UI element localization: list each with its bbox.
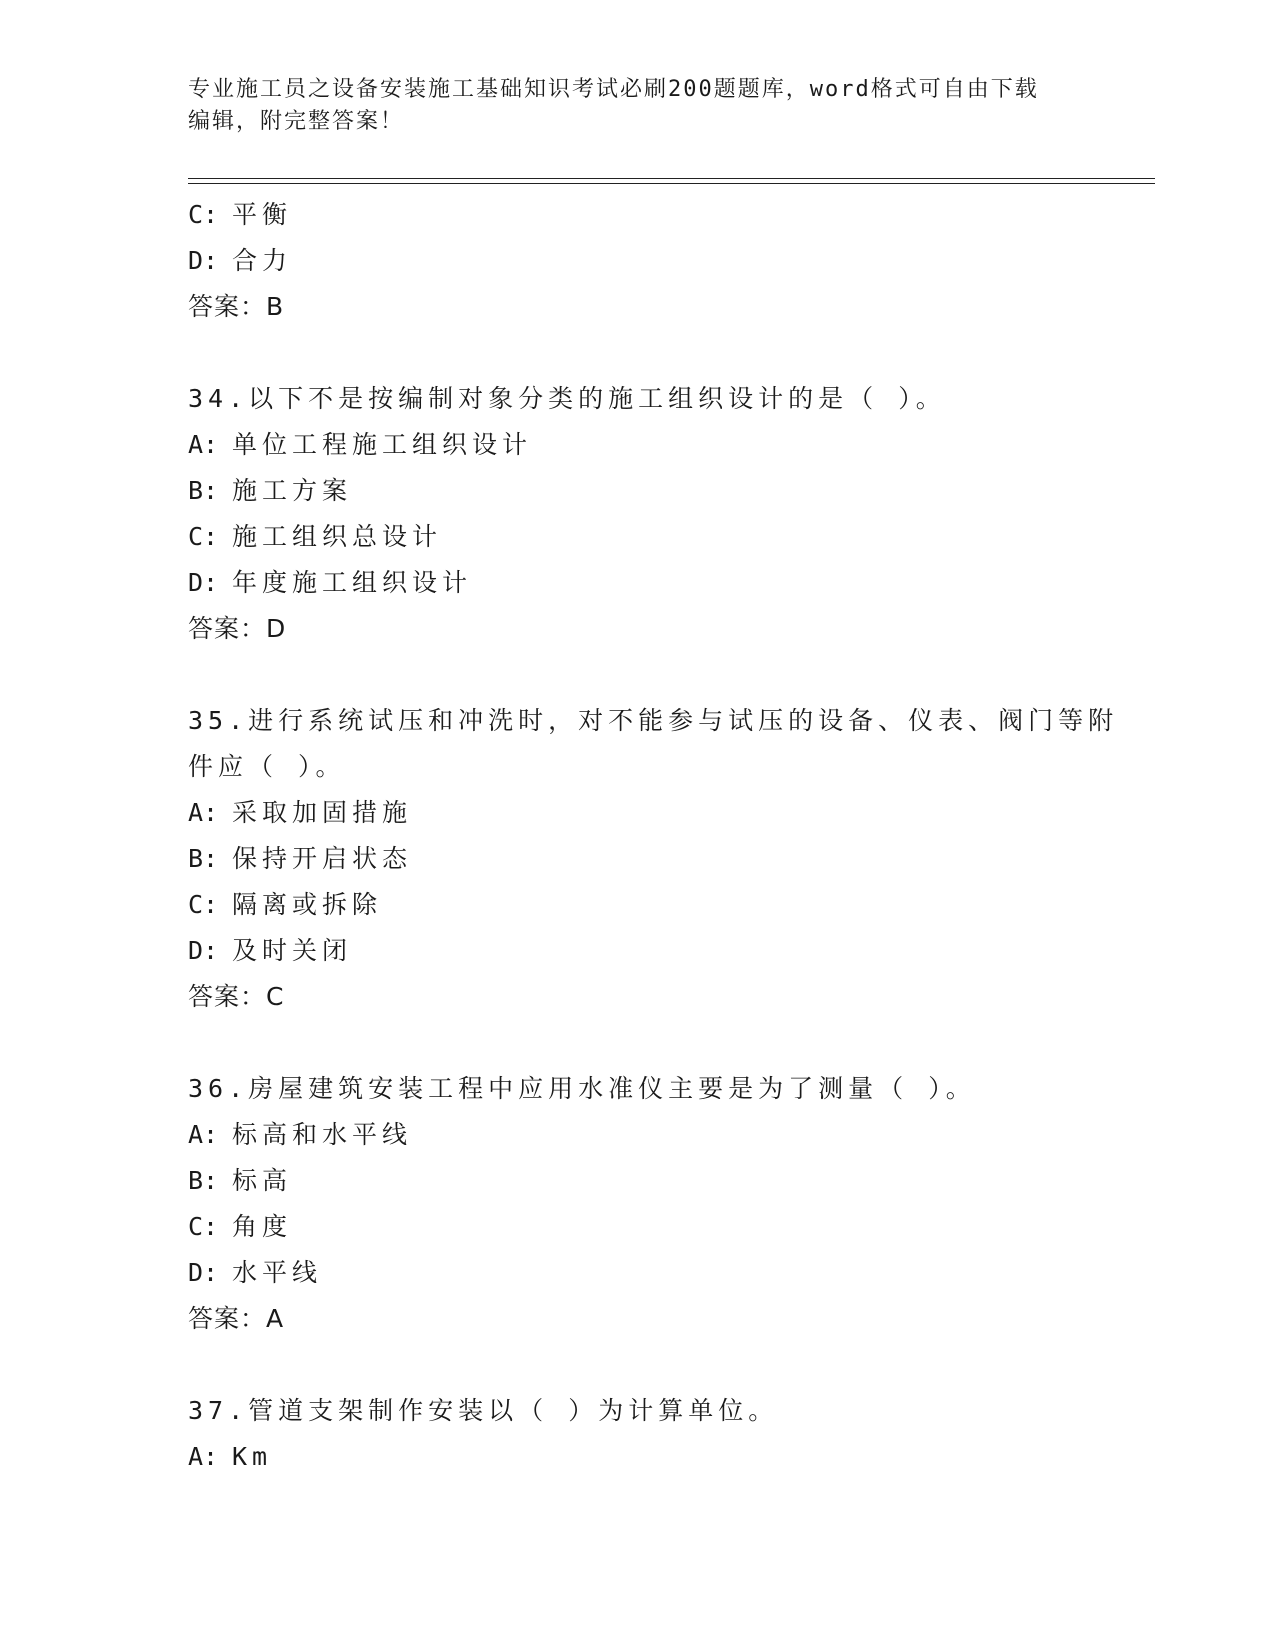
option-a: A: Km xyxy=(188,1442,273,1471)
answer-line: 答案：B xyxy=(188,292,285,321)
question-34 xyxy=(188,376,1088,652)
header-line-2: 编辑，附完整答案！ xyxy=(188,109,405,134)
answer-line: 答案：A xyxy=(188,1304,285,1333)
question-stem: 37.管道支架制作安装以（ ）为计算单位。 xyxy=(188,1396,779,1425)
question-stem: 36.房屋建筑安装工程中应用水准仪主要是为了测量（ ）。 xyxy=(188,1074,976,1103)
question-36 xyxy=(188,1066,1088,1342)
option-c: C: 施工组织总设计 xyxy=(188,522,443,551)
option-b: B: 标高 xyxy=(188,1166,293,1195)
option-d: D: 合力 xyxy=(188,246,293,275)
answer-line: 答案：D xyxy=(188,614,287,643)
question-37 xyxy=(188,1388,1088,1480)
option-a: A: 标高和水平线 xyxy=(188,1120,413,1149)
question-stem: 35.进行系统试压和冲洗时，对不能参与试压的设备、仪表、阀门等附 xyxy=(188,706,1119,735)
option-a: A: 采取加固措施 xyxy=(188,798,413,827)
option-c: C: 平衡 xyxy=(188,200,293,229)
option-c: C: 隔离或拆除 xyxy=(188,890,383,919)
question-fragment xyxy=(188,192,1088,330)
question-list xyxy=(188,192,1119,1480)
option-c: C: 角度 xyxy=(188,1212,293,1241)
header-line-1: 专业施工员之设备安装施工基础知识考试必刷200题题库，word格式可自由下载 xyxy=(188,77,1039,102)
option-d: D: 水平线 xyxy=(188,1258,323,1287)
option-a: A: 单位工程施工组织设计 xyxy=(188,430,533,459)
answer-line: 答案：C xyxy=(188,982,285,1011)
question-stem: 34.以下不是按编制对象分类的施工组织设计的是（ ）。 xyxy=(188,384,946,413)
option-d: D: 及时关闭 xyxy=(188,936,353,965)
option-d: D: 年度施工组织设计 xyxy=(188,568,473,597)
header-divider-bottom xyxy=(188,183,1155,184)
document-header xyxy=(188,74,1068,138)
question-stem-continued: 件应（ ）。 xyxy=(188,752,346,781)
header-divider-top xyxy=(188,178,1155,179)
option-b: B: 保持开启状态 xyxy=(188,844,413,873)
question-35 xyxy=(188,698,1119,1020)
option-b: B: 施工方案 xyxy=(188,476,353,505)
